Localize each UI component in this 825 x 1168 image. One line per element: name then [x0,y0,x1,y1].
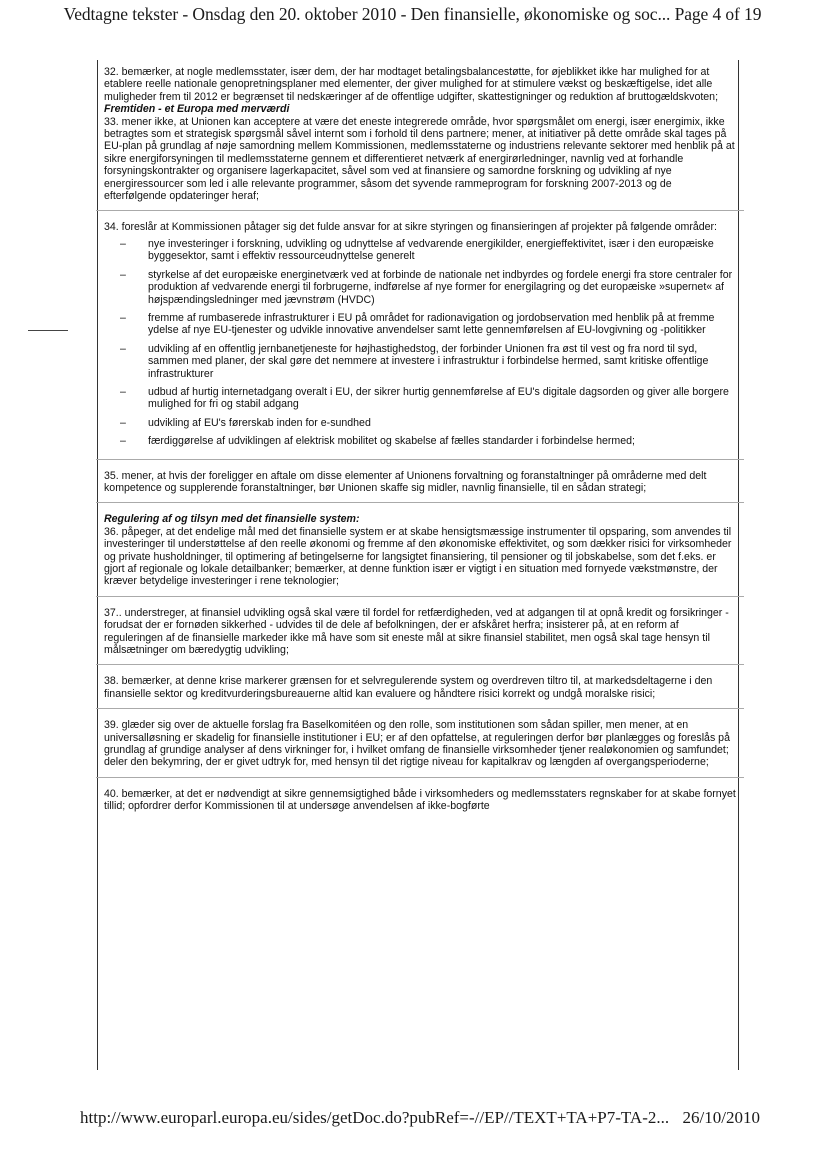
paragraph-34: 34. foreslår at Kommissionen påtager sig det fulde ansvar for at sikre styringen og finansieringen af projekter på følgende områder: [104,221,717,234]
list-item-text: fremme af rumbaserede infrastrukturer i EU på området for radionavigation og jordobservation med henblik på at fremme ydelse af nye EU-tjenester og udvikle innovative anvendelser samt lette gennemførelsen af EU-lovgivning og -politikker [148,311,715,337]
page-header: Vedtagne tekster - Onsdag den 20. oktober 2010 - Den finansielle, økonomiske og soc... Page 4 of 19 [63,4,762,24]
paragraph-40: 40. bemærker, at det er nødvendigt at sikre gennemsigtighed både i virksomheders og medlemsstaters regnskaber for at skabe fornyet tillid; opfordrer derfor Kommissionen til at undersøge anvendelsen af ikke-bogførte [104,787,736,813]
list-item-text: udvikling af EU's førerskab inden for e-sundhed [148,416,371,429]
bullet-list [104,238,736,448]
dash-marker: – [120,311,126,324]
list-item [104,343,736,380]
list-item [104,386,736,411]
list-item-text: udvikling af en offentlig jernbanetjeneste for højhastighedstog, der forbinder Unionen fra øst til vest og fra nord til syd, sammen med planer, der skal gøre det nemmere at investere i infrastruktur i forbindelse hermed, samt kritiske offentlige infrastrukturer [148,342,709,380]
divider [96,596,744,597]
dash-marker: – [120,268,126,281]
margin-mark [28,330,68,331]
paragraph-32: 32. bemærker, at nogle medlemsstater, især dem, der har modtaget betalingsbalancestøtte, for øjeblikket ikke har mulighed for at etablere reelle nationale genopretningsplaner med elementer, der giver mulighed for at stimulere vækst og beskæftigelse, idet alle muligheder frem til 2012 er begrænset til nedskæringer af de offentlige udgifter, skattestigninger og reduktion af bruttogældskvoten; [104,66,719,103]
divider [96,459,744,460]
print-date: 26/10/2010 [682,1108,760,1127]
section-heading-regulation: Regulering af og tilsyn med det finansielle system: [104,513,360,526]
paragraph-35: 35. mener, at hvis der foreligger en aftale om disse elementer af Unionens forvaltning og foranstaltninger på områderne med delt kompetence og supplerende foranstaltninger, bør Unionen skaffe sig midler, navnlig finansielle, til en sådan strategi; [104,469,707,494]
paragraph-36: 36. påpeger, at det endelige mål med det finansielle system er at skabe hensigtsmæssige instrumenter til opsparing, som anvendes til investeringer til understøttelse af den reelle økonomi og fremme af den økonomiske effektivitet, og som dækker risici for virksomheder og private husholdninger, til optimering af betingelserne for langsigtet finansiering, til pensioner og til jobskabelse, som det f.eks. er gjort af regionale og lokale detailbanker; bemærker, at denne funktion især er vigtigt i en situation med fornyede vækstmønstre, der kræver betydelige investeringer i rene teknologier; [104,525,732,588]
divider [96,502,744,503]
page-footer [80,1108,760,1128]
divider [96,664,744,665]
divider [96,708,744,709]
list-item-text: styrkelse af det europæiske energinetværk ved at forbinde de nationale net indbyrdes og fordele energi fra store centraler for produktion af vedvarende energi til forbrugerne, indførelse af nye former for energilagring og det europæiske »supernet« af højspændingsledninger med jævnstrøm (HVDC) [148,268,733,306]
dash-marker: – [120,435,126,448]
list-item [104,312,736,337]
paragraph-33: 33. mener ikke, at Unionen kan acceptere at være det eneste integrerede område, hvor spørgsmålet om energi, især energimix, ikke betragtes som et strategisk spørgsmål såvel internt som i forhold til dens partnere; mener, at initiativer på dette område skal tages på EU-plan på grundlag af nøje samordning mellem Kommissionen, medlemsstaterne og industriens relevante sektorer med henblik på at sikre energiforsyningen til medlemsstaterne gennem et differentieret netværk af energirørledninger, navnlig ved at forhandle forsyningskontrakter og organisere lagerkapacitet, såvel som ved at finansiere og samordne forskning og udvikling af nye energiressourcer som led i alle relevante programmer, såsom det syvende rammeprogram for forskning 2007-2013 og de efterfølgende opdateringer heraf; [104,115,735,203]
dash-marker: – [120,416,126,429]
document-body [104,66,736,813]
list-item-text: nye investeringer i forskning, udvikling og udnyttelse af vedvarende energikilder, energieffektivitet, især i den europæiske byggesektor, samt i effektiv ressourceudnyttelse generelt [148,237,714,263]
list-item-text: færdiggørelse af udviklingen af elektrisk mobilitet og skabelse af fælles standarder i forbindelse hermed; [148,435,635,448]
source-url-link[interactable]: http://www.europarl.europa.eu/sides/getDoc.do?pubRef=-//EP//TEXT+TA+P7-TA-2... [80,1108,670,1127]
dash-marker: – [120,342,126,355]
dash-marker: – [120,237,126,250]
paragraph-37: 37.. understreger, at finansiel udvikling også skal være til fordel for retfærdigheden, ved at adgangen til at opnå kredit og forsikringer - forudsat der er fornøden sikkerhed - udvides til de dele af befolkningen, der er afskåret herfra; insisterer på, at en reform af reguleringen af de finansielle markeder ikke må have som sit eneste mål at sikre finansiel stabilitet, men også skal tage hensyn til målsætninger om bæredygtig udvikling; [104,606,729,657]
list-item-text: udbud af hurtig internetadgang overalt i EU, der sikrer hurtig gennemførelse af EU's digitale dagsorden og giver alle borgere mulighed for fri og stabil adgang [148,385,729,411]
divider [96,777,744,778]
divider [96,210,744,211]
list-item [104,417,736,429]
section-heading-future: Fremtiden - et Europa med merværdi [104,103,290,116]
list-item [104,435,736,447]
list-item [104,238,736,263]
paragraph-38: 38. bemærker, at denne krise markerer grænsen for et selvregulerende system og overdreven tiltro til, at markedsdeltagerne i den finansielle sektor og kreditvurderingsbureauerne altid kan evaluere og håndtere risici korrekt og undgå moralske risici; [104,675,713,700]
list-item [104,269,736,306]
paragraph-39: 39. glæder sig over de aktuelle forslag fra Baselkomitéen og den rolle, som institutionen som sådan spiller, men mener, at en universalløsning er skadelig for finansielle institutioner i EU; er af den opfattelse, at reguleringen derfor bør planlægges og foreslås på grundlag af grundige analyser af dens virkninger for, i hvilket omfang de finansielle virksomheder tjener realøkonomien og samfundet; deler den bekymring, der er givet udtryk for, med hensyn til det rigtige niveau for kapitalkrav og længden af overgangsperioderne; [104,719,730,769]
dash-marker: – [120,385,126,398]
